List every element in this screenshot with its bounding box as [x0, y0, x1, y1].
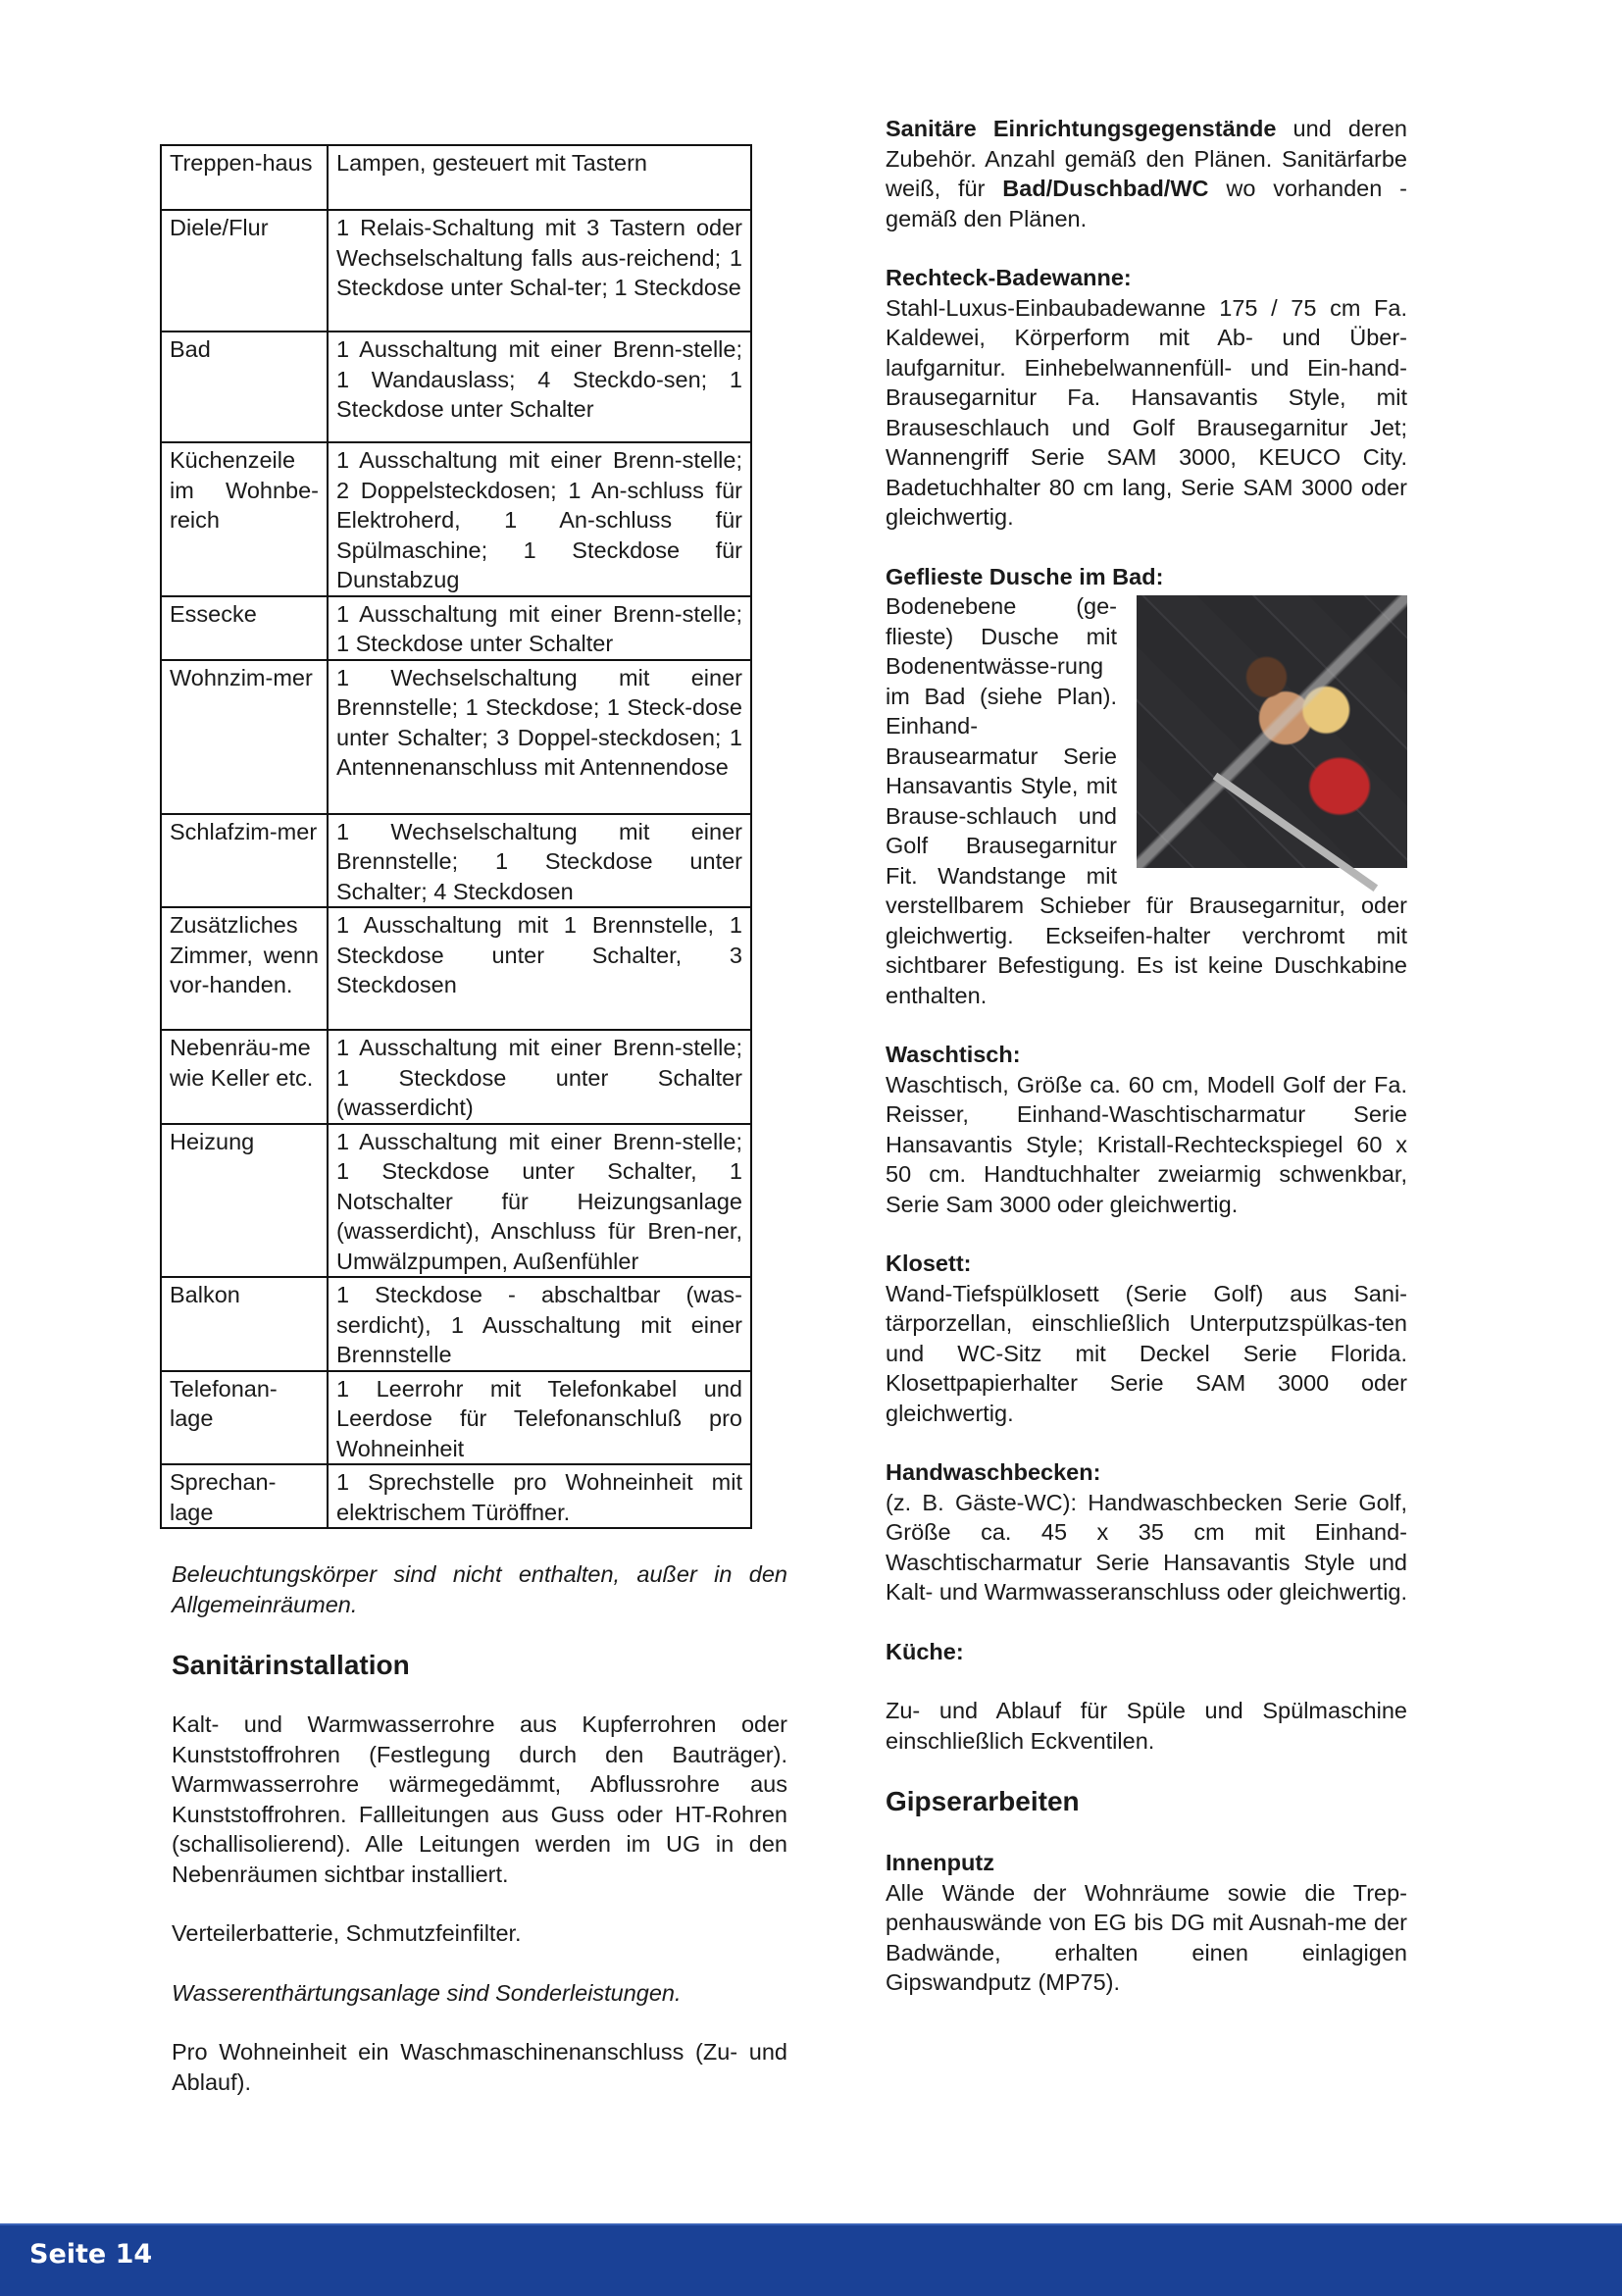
- equipment-cell: 1 Steckdose - abschaltbar (was-serdicht), 1 Ausschaltung mit einer Brennstelle: [328, 1277, 751, 1371]
- intro-text: und deren Zubehör. Anzahl gemäß den Plänen. Sanitärfarbe weiß, für: [886, 116, 1407, 201]
- room-cell: Nebenräu-me wie Keller etc.: [161, 1030, 328, 1124]
- plaster-heading: Gipserarbeiten: [886, 1786, 1080, 1816]
- electrical-installation-table: [160, 144, 752, 1529]
- room-cell: Wohnzim-mer: [161, 660, 328, 814]
- equipment-cell: 1 Relais-Schaltung mit 3 Tastern oder Wechselschaltung falls aus-reichend; 1 Steckdose unter Schal-ter; 1 Steckdose: [328, 210, 751, 332]
- table-row: [161, 1371, 751, 1465]
- room-cell: Essecke: [161, 596, 328, 660]
- bold-text: Bad/Duschbad/WC: [1002, 176, 1209, 201]
- equipment-cell: 1 Ausschaltung mit einer Brenn-stelle; 1 Steckdose unter Schalter (wasserdicht): [328, 1030, 751, 1124]
- table-row: [161, 1030, 751, 1124]
- equipment-cell: 1 Leerrohr mit Telefonkabel und Leerdose für Telefonanschluß pro Wohneinheit: [328, 1371, 751, 1465]
- bathtub-text: Stahl-Luxus-Einbaubadewanne 175 / 75 cm Fa. Kaldewei, Körperform mit Ab- und Über-laufgarnitur. Einhebelwannenfüll- und Ein-hand-Brausegarnitur Fa. Hansavantis Style, mit Brauseschlauch und Golf Brausegarnitur Jet; Wannengriff Serie SAM 3000, KEUCO City. Badetuchhalter 80 cm lang, Serie SAM 3000 oder gleichwertig.: [886, 294, 1407, 530]
- lighting-note: Beleuchtungskörper sind nicht enthalten, außer in den Allgemeinräumen.: [172, 1561, 787, 1617]
- sanitary-section: [160, 1559, 787, 2097]
- equipment-cell: 1 Sprechstelle pro Wohneinheit mit elektrischem Türöffner.: [328, 1464, 751, 1528]
- equipment-cell: Lampen, gesteuert mit Tastern: [328, 145, 751, 210]
- room-cell: Schlafzim-mer: [161, 814, 328, 908]
- washbasin-heading: Waschtisch:: [886, 1042, 1021, 1067]
- room-cell: Heizung: [161, 1124, 328, 1278]
- interior-plaster-heading: Innenputz: [886, 1850, 994, 1875]
- table-row: [161, 1124, 751, 1278]
- sanitary-paragraph: Pro Wohneinheit ein Waschmaschinenanschluss (Zu- und Ablauf).: [172, 2039, 787, 2095]
- table-row: [161, 814, 751, 908]
- kitchen-heading: Küche:: [886, 1638, 964, 1664]
- table-row: [161, 442, 751, 596]
- equipment-cell: 1 Ausschaltung mit einer Brenn-stelle; 1 Steckdose unter Schalter, 1 Notschalter für Heizungsanlage (wasserdicht), Anschluss für Bren-ner, Umwälzpumpen, Außenfühler: [328, 1124, 751, 1278]
- room-cell: Bad: [161, 332, 328, 442]
- table-row: [161, 596, 751, 660]
- kitchen-text: Zu- und Ablauf für Spüle und Spülmaschine einschließlich Eckventilen.: [886, 1698, 1407, 1754]
- washbasin-text: Waschtisch, Größe ca. 60 cm, Modell Golf der Fa. Reisser, Einhand-Waschtischarmatur Serie Hansavantis Style; Kristall-Rechteckspiegel 60 x 50 cm. Handtuchhalter zweiarmig schwenkbar, Serie Sam 3000 oder gleichwertig.: [886, 1071, 1407, 1217]
- handbasin-text: (z. B. Gäste-WC): Handwaschbecken Serie Golf, Größe ca. 45 x 35 cm mit Einhand-Waschtischarmatur Serie Hansavantis Style und Kalt- und Warmwasseranschluss oder gleichwertig.: [886, 1489, 1408, 1605]
- table-row: [161, 145, 751, 210]
- room-cell: Treppen-haus: [161, 145, 328, 210]
- table-row: [161, 907, 751, 1030]
- intro-text: wo vorhanden - gemäß den Plänen.: [886, 176, 1407, 231]
- equipment-cell: 1 Wechselschaltung mit einer Brennstelle; 1 Steckdose; 1 Steck-dose unter Schalter; 3 Doppel-steckdosen; 1 Antennenanschluss mit Antennendose: [328, 660, 751, 814]
- table-row: [161, 1464, 751, 1528]
- table-row: [161, 1277, 751, 1371]
- water-softener-note: Wasserenthärtungsanlage sind Sonderleistungen.: [172, 1979, 682, 2006]
- shower-text: Bodenebene (ge-flieste) Dusche mit Bodenentwässe-rung im Bad (siehe Plan). Einhand-Brausearmatur Serie Hansavantis Style, mit Brause-schlauch und Golf Brausegarnitur Fit. Wandstange mit verstellbarem Schieber für Brausegarnitur, oder gleichwertig. Eckseifen-halter verchromt mit sichtbarer Befestigung. Es ist keine Duschkabine enthalten.: [886, 593, 1407, 1008]
- bathtub-heading: Rechteck-Badewanne:: [886, 265, 1132, 290]
- equipment-cell: 1 Wechselschaltung mit einer Brennstelle; 1 Steckdose unter Schalter; 4 Steckdosen: [328, 814, 751, 908]
- shower-photo: [1137, 595, 1407, 868]
- table-row: [161, 210, 751, 332]
- table-row: [161, 332, 751, 442]
- equipment-cell: 1 Ausschaltung mit einer Brenn-stelle; 1 Wandauslass; 4 Steckdo-sen; 1 Steckdose unter Schalter: [328, 332, 751, 442]
- sanitary-paragraph: Kalt- und Warmwasserrohre aus Kupferrohren oder Kunststoffrohren (Festlegung durch den Bauträger). Warmwasserrohre wärmegedämmt, Abflussrohre aus Kunststoffrohren. Fallleitungen aus Guss oder HT-Rohren (schallisolierend). Alle Leitungen werden im UG in den Nebenräumen sichtbar installiert.: [172, 1711, 787, 1887]
- bold-text: Sanitäre Einrichtungsgegenstände: [886, 116, 1277, 141]
- footer-bar: [0, 2223, 1622, 2296]
- sanitary-fixtures-intro: [886, 114, 1407, 233]
- equipment-cell: 1 Ausschaltung mit 1 Brennstelle, 1 Steckdose unter Schalter, 3 Steckdosen: [328, 907, 751, 1030]
- room-cell: Balkon: [161, 1277, 328, 1371]
- toilet-heading: Klosett:: [886, 1250, 972, 1276]
- left-column: [160, 144, 787, 2097]
- equipment-cell: 1 Ausschaltung mit einer Brenn-stelle; 1 Steckdose unter Schalter: [328, 596, 751, 660]
- toilet-text: Wand-Tiefspülklosett (Serie Golf) aus Sani-tärporzellan, einschließlich Unterputzspülkas-ten und WC-Sitz mit Deckel Serie Florida. Klosettpapierhalter Serie SAM 3000 oder gleichwertig.: [886, 1280, 1407, 1426]
- sanitary-heading: Sanitärinstallation: [172, 1650, 410, 1680]
- page-number: Seite 14: [29, 2239, 153, 2270]
- room-cell: Zusätzliches Zimmer, wenn vor-handen.: [161, 907, 328, 1030]
- room-cell: Telefonan-lage: [161, 1371, 328, 1465]
- room-cell: Sprechan-lage: [161, 1464, 328, 1528]
- right-column: [886, 114, 1407, 1998]
- shower-heading: Geflieste Dusche im Bad:: [886, 563, 1164, 589]
- sanitary-paragraph: Verteilerbatterie, Schmutzfeinfilter.: [172, 1920, 522, 1946]
- room-cell: Diele/Flur: [161, 210, 328, 332]
- equipment-cell: 1 Ausschaltung mit einer Brenn-stelle; 2 Doppelsteckdosen; 1 An-schluss für Elektroherd, 1 An-schluss für Spülmaschine; 1 Steckdose für Dunstabzug: [328, 442, 751, 596]
- handbasin-heading: Handwaschbecken:: [886, 1459, 1101, 1485]
- table-row: [161, 660, 751, 814]
- interior-plaster-text: Alle Wände der Wohnräume sowie die Trep-penhauswände von EG bis DG mit Ausnah-me der Badwände, erhalten einen einlagigen Gipswandputz (MP75).: [886, 1879, 1407, 1995]
- room-cell: Küchenzeile im Wohnbe-reich: [161, 442, 328, 596]
